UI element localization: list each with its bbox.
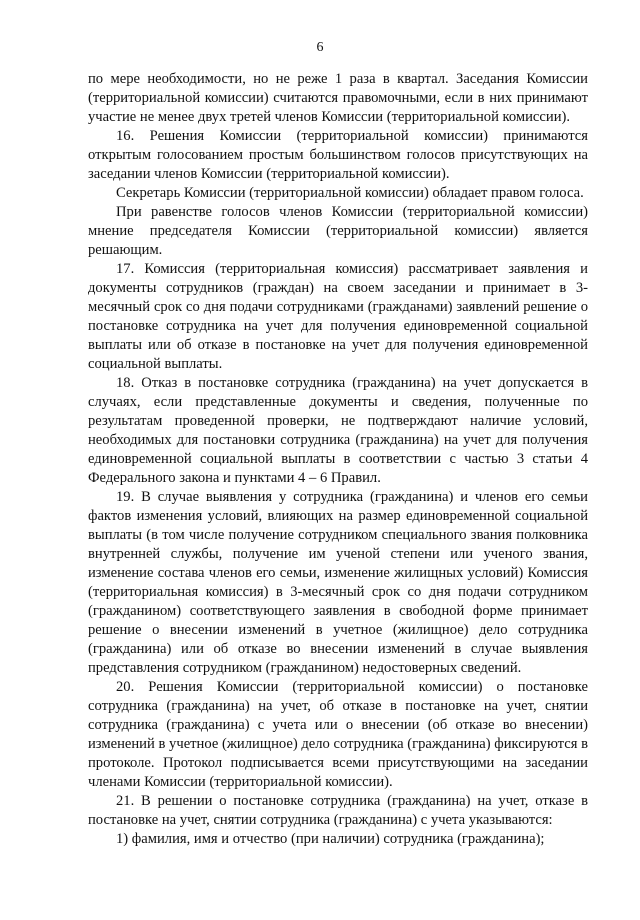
paragraph-secretary: Секретарь Комиссии (территориальной комиссии) обладает правом голоса. — [116, 185, 584, 201]
paragraph-20: 20. Решения Комиссии (территориальной комиссии) о постановке сотрудника (гражданина) на учет, об отказе в постановке на учет, снятии сотрудника (гражданина) с учета или о внесении (об отказе во внесении) изменений в учетное (жилищное) дело сотрудника (гражданина) фиксируются в протоколе. Протокол подписывается всеми присутствующими на заседании членами Комиссии (территориальной комиссии). — [88, 679, 588, 790]
paragraph-19: 19. В случае выявления у сотрудника (гражданина) и членов его семьи фактов изменения условий, влияющих на размер единовременной социальной выплаты (в том числе получение сотрудником специального звания полковника внутренней службы, получение им ученой степени или ученого звания, изменение состава членов его семьи, изменение жилищных условий) Комиссия (территориальная комиссия) в 3-месячный срок со дня подачи сотрудником (гражданином) соответствующего заявления в свободной форме принимает решение о внесении изменений в учетное (жилищное) дело сотрудника (гражданина) или об отказе во внесении изменений в случае выявления представления сотрудником (гражданином) недостоверных сведений. — [88, 489, 588, 676]
document-body — [88, 70, 588, 849]
paragraph-21-item-1: 1) фамилия, имя и отчество (при наличии) сотрудника (гражданина); — [116, 831, 545, 847]
paragraph-continuation: по мере необходимости, но не реже 1 раза в квартал. Заседания Комиссии (территориальной комиссии) считаются правомочными, если в них принимают участие не менее двух третей членов Комиссии (территориальной комиссии). — [88, 71, 588, 125]
paragraph-equal-votes: При равенстве голосов членов Комиссии (территориальной комиссии) мнение председателя Комиссии (территориальной комиссии) является решающим. — [88, 204, 588, 258]
page-number: 6 — [316, 40, 324, 55]
paragraph-17: 17. Комиссия (территориальная комиссия) рассматривает заявления и документы сотрудников (граждан) на своем заседании и принимает в 3-месячный срок со дня подачи сотрудниками (гражданами) заявлений решение о постановке сотрудника на учет для получения единовременной социальной выплаты или об отказе в постановке на учет для получения единовременной социальной выплаты. — [88, 261, 588, 372]
paragraph-18: 18. Отказ в постановке сотрудника (гражданина) на учет допускается в случаях, если представленные документы и сведения, полученные по результатам проведенной проверки, не подтверждают наличие условий, необходимых для постановки сотрудника (гражданина) на учет для получения единовременной социальной выплаты в соответствии с частью 3 статьи 4 Федерального закона и пунктами 4 – 6 Правил. — [88, 375, 588, 486]
paragraph-16: 16. Решения Комиссии (территориальной комиссии) принимаются открытым голосованием простым большинством голосов присутствующих на заседании членов Комиссии (территориальной комиссии). — [88, 128, 588, 182]
paragraph-21: 21. В решении о постановке сотрудника (гражданина) на учет, отказе в постановке на учет, снятии сотрудника (гражданина) с учета указываются: — [88, 793, 588, 828]
